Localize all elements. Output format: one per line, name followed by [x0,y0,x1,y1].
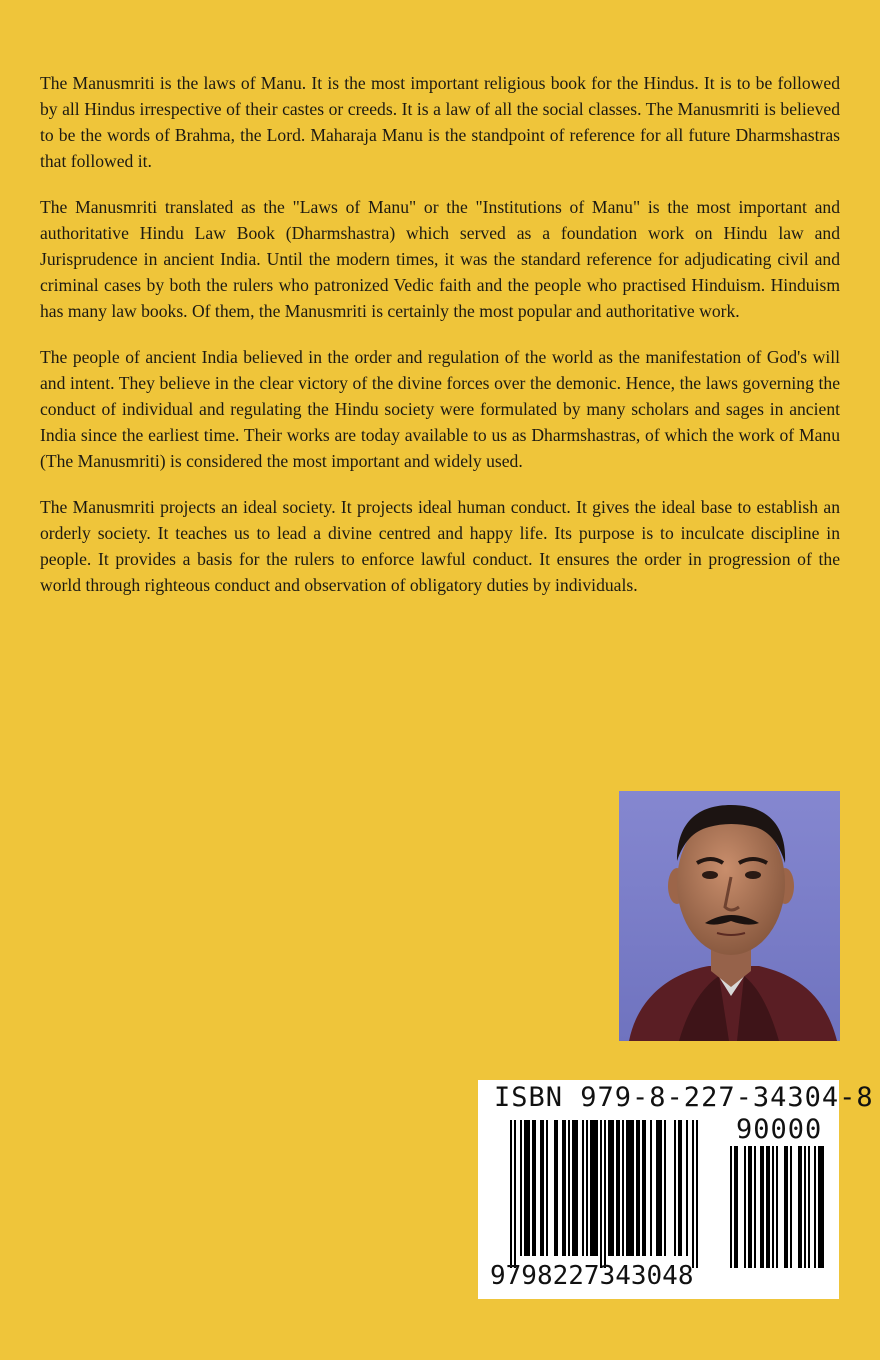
barcode-bar [664,1120,666,1256]
barcode-bar [572,1120,578,1256]
barcode-bar [814,1146,816,1268]
blurb-paragraph-3: The people of ancient India believed in the order and regulation of the world as the manifestation of God's will and intent. They believe in the clear victory of the divine forces over the demonic. Hence, the laws governing the conduct of individual and regulating the Hindu society were formulated by many scholars and sages in ancient India since the earliest time. Their works are today available to us as Dharmshastras, of which the work of Manu (The Manusmriti) is considered the most important and widely used. [40,347,840,471]
barcode-main-bars [510,1120,708,1268]
barcode-bar [748,1146,752,1268]
barcode-bar [692,1120,694,1268]
barcode-bar [586,1120,588,1256]
barcode-bar [642,1120,646,1256]
barcode-bar [766,1146,770,1268]
barcode-bar [524,1120,530,1256]
barcode-bar [608,1120,614,1256]
barcode-bar [546,1120,548,1256]
barcode-bar [674,1120,676,1256]
barcode-bar [616,1120,620,1256]
barcode-bar [510,1120,512,1268]
barcode-bar [590,1120,598,1256]
barcode-bar [818,1146,824,1268]
blurb-text [40,70,840,618]
barcode-bar [798,1146,802,1268]
barcode-bar [604,1120,606,1268]
barcode-bar [696,1120,698,1268]
barcode-bar [626,1120,634,1256]
barcode-bar [520,1120,522,1256]
barcode-bar [686,1120,688,1256]
barcode-bar [776,1146,778,1268]
barcode-bar [808,1146,810,1268]
barcode-bar [540,1120,544,1256]
blurb-paragraph-1: The Manusmriti is the laws of Manu. It is the most important religious book for the Hindus. It is to be followed by all Hindus irrespective of their castes or creeds. It is a law of all the social classes. The Manusmriti is believed to be the words of Brahma, the Lord. Maharaja Manu is the standpoint of reference for all future Dharmshastras that followed it. [40,73,840,171]
barcode-bar [804,1146,806,1268]
author-portrait-image [619,791,840,1041]
barcode-bar [730,1146,732,1268]
barcode-bar [582,1120,584,1256]
blurb-paragraph-2: The Manusmriti translated as the "Laws of Manu" or the "Institutions of Manu" is the most important and authoritative Hindu Law Book (Dharmshastra) which served as a foundation work on Hindu law and Jurisprudence in ancient India. Until the modern times, it was the standard reference for adjudicating civil and criminal cases by both the rulers who patronized Vedic faith and the people who practised Hinduism. Hinduism has many law books. Of them, the Manusmriti is certainly the most popular and authoritative work. [40,197,840,321]
barcode-bar [532,1120,536,1256]
author-photo [619,791,840,1041]
barcode-price-code: 90000 [736,1114,823,1145]
barcode-bar [678,1120,682,1256]
barcode-bar [754,1146,756,1268]
barcode-bar [784,1146,788,1268]
barcode-bar [562,1120,566,1256]
barcode-bar [760,1146,764,1268]
barcode-bar [744,1146,746,1268]
barcode-bar [554,1120,558,1256]
isbn-label: ISBN 979-8-227-34304-8 [494,1082,874,1113]
barcode-ean-digits: 9798227343048 [490,1261,694,1291]
barcode-addon-bars [730,1146,826,1268]
barcode-bar [514,1120,516,1268]
barcode-bar [636,1120,640,1256]
barcode-bar [650,1120,652,1256]
blurb-paragraph-4: The Manusmriti projects an ideal society. It projects ideal human conduct. It gives the ideal base to establish an orderly society. It teaches us to lead a divine centred and happy life. Its purpose is to inculcate discipline in people. It provides a basis for the rulers to enforce lawful conduct. It ensures the order in progression of the world through righteous conduct and observation of obligatory duties by individuals. [40,497,840,595]
barcode-bar [772,1146,774,1268]
isbn-barcode [478,1080,874,1299]
barcode-bar [600,1120,602,1268]
barcode-bar [656,1120,662,1256]
barcode-bar [790,1146,792,1268]
barcode-bar [568,1120,570,1256]
barcode-bar [734,1146,738,1268]
barcode-bar [622,1120,624,1256]
